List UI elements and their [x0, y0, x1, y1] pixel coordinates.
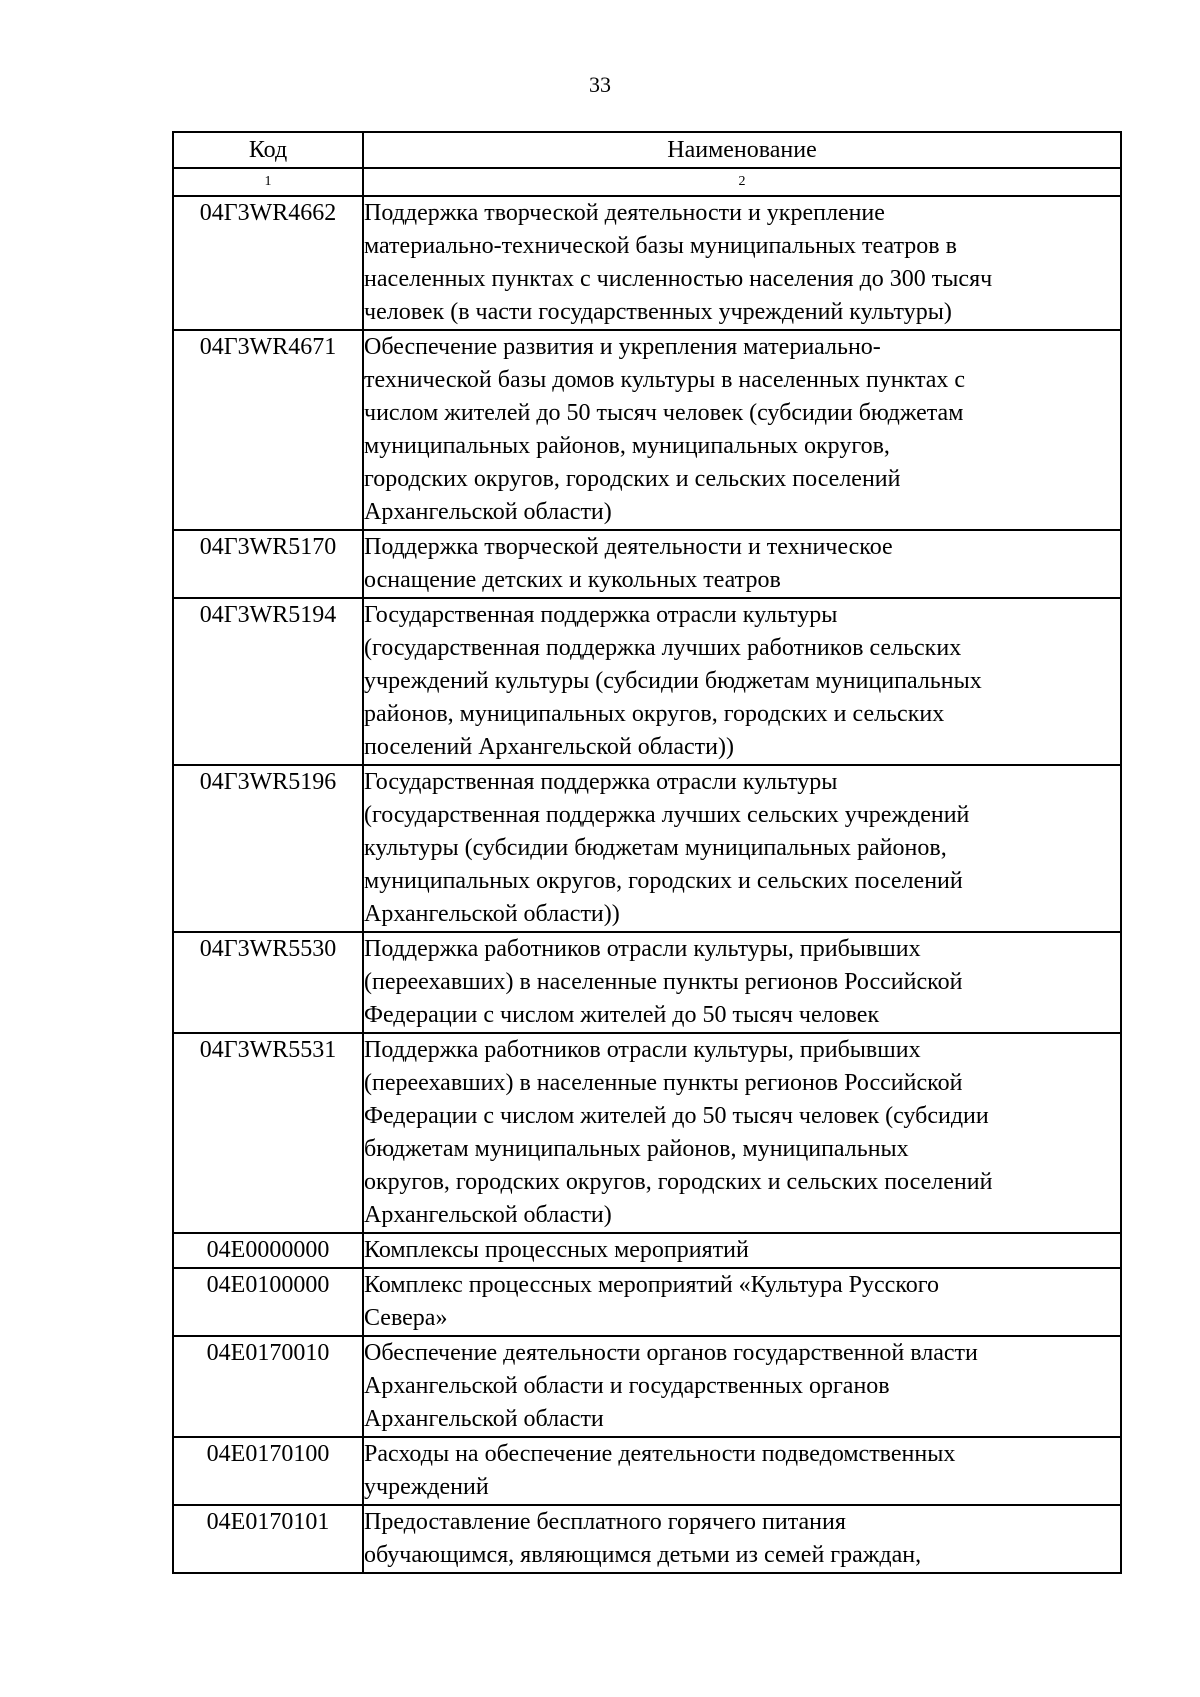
row-code: 04Е0000000	[173, 1233, 363, 1268]
row-name	[363, 765, 1121, 932]
row-name-line: Государственная поддержка отрасли культуры	[364, 769, 838, 795]
header-row	[173, 132, 1121, 168]
table-row	[173, 1505, 1121, 1573]
row-name-line: населенных пунктах с численностью населения до 300 тысяч	[364, 266, 993, 292]
row-name-line: бюджетам муниципальных районов, муниципальных	[364, 1136, 909, 1162]
header-name: Наименование	[363, 132, 1121, 168]
table-row	[173, 598, 1121, 765]
table-row	[173, 1033, 1121, 1233]
table-row	[173, 1233, 1121, 1268]
page-number: 33	[589, 72, 611, 97]
row-name	[363, 932, 1121, 1033]
row-name	[363, 1336, 1121, 1437]
row-code: 04Е0170010	[173, 1336, 363, 1437]
table-row	[173, 932, 1121, 1033]
table-row	[173, 1268, 1121, 1336]
row-name-line: Архангельской области)	[364, 499, 612, 525]
row-name-line: Комплексы процессных мероприятий	[364, 1237, 749, 1263]
row-code: 04Г3WR5196	[173, 765, 363, 932]
row-code: 04Г3WR5530	[173, 932, 363, 1033]
row-name-line: Поддержка творческой деятельности и укрепление	[364, 200, 885, 226]
table-row	[173, 196, 1121, 330]
row-name	[363, 1268, 1121, 1336]
row-name-line: технической базы домов культуры в населенных пунктах с	[364, 367, 966, 393]
row-name-line: (переехавших) в населенные пункты регионов Российской	[364, 1070, 963, 1096]
row-name-line: материально-технической базы муниципальных театров в	[364, 233, 957, 259]
row-name	[363, 1233, 1121, 1268]
row-name-line: Архангельской области и государственных органов	[364, 1373, 890, 1399]
row-name-line: Обеспечение деятельности органов государственной власти	[364, 1340, 978, 1366]
row-name-line: Архангельской области))	[364, 901, 620, 927]
row-name-line: Расходы на обеспечение деятельности подведомственных	[364, 1441, 956, 1467]
row-name	[363, 598, 1121, 765]
row-name	[363, 196, 1121, 330]
column-number-row	[173, 168, 1121, 196]
row-code: 04Г3WR5531	[173, 1033, 363, 1233]
row-name	[363, 530, 1121, 598]
row-name-line: муниципальных районов, муниципальных округов,	[364, 433, 890, 459]
row-name-line: числом жителей до 50 тысяч человек (субсидии бюджетам	[364, 400, 964, 426]
row-code: 04Г3WR5170	[173, 530, 363, 598]
row-name	[363, 330, 1121, 530]
row-code: 04Е0100000	[173, 1268, 363, 1336]
row-code: 04Г3WR5194	[173, 598, 363, 765]
row-name-line: муниципальных округов, городских и сельских поселений	[364, 868, 963, 894]
row-name-line: учреждений культуры (субсидии бюджетам муниципальных	[364, 668, 982, 694]
row-name-line: оснащение детских и кукольных театров	[364, 567, 781, 593]
code-table	[172, 131, 1122, 1574]
row-name	[363, 1033, 1121, 1233]
row-code: 04Г3WR4662	[173, 196, 363, 330]
row-code: 04Е0170101	[173, 1505, 363, 1573]
table-row	[173, 1437, 1121, 1505]
row-name-line: (государственная поддержка лучших работников сельских	[364, 635, 962, 661]
table-row	[173, 530, 1121, 598]
row-name-line: Севера»	[364, 1305, 448, 1331]
row-name-line: человек (в части государственных учреждений культуры)	[364, 299, 952, 325]
table-row	[173, 1336, 1121, 1437]
row-name-line: Поддержка творческой деятельности и техническое	[364, 534, 893, 560]
row-name-line: Архангельской области)	[364, 1202, 612, 1228]
row-name-line: Федерации с числом жителей до 50 тысяч человек (субсидии	[364, 1103, 989, 1129]
row-name-line: Поддержка работников отрасли культуры, прибывших	[364, 936, 921, 962]
table-row	[173, 330, 1121, 530]
row-name-line: Государственная поддержка отрасли культуры	[364, 602, 838, 628]
table-row	[173, 765, 1121, 932]
row-name-line: Федерации с числом жителей до 50 тысяч человек	[364, 1002, 880, 1028]
row-name-line: Обеспечение развития и укрепления материально-	[364, 334, 881, 360]
table-body	[173, 196, 1121, 1573]
row-name-line: обучающимся, являющимся детьми из семей граждан,	[364, 1542, 922, 1568]
header-code: Код	[173, 132, 363, 168]
row-name-line: (государственная поддержка лучших сельских учреждений	[364, 802, 970, 828]
row-name-line: культуры (субсидии бюджетам муниципальных районов,	[364, 835, 947, 861]
row-name-line: районов, муниципальных округов, городских и сельских	[364, 701, 945, 727]
row-name-line: Архангельской области	[364, 1406, 604, 1432]
row-name-line: Поддержка работников отрасли культуры, прибывших	[364, 1037, 921, 1063]
row-name	[363, 1437, 1121, 1505]
row-name-line: городских округов, городских и сельских поселений	[364, 466, 901, 492]
row-name-line: (переехавших) в населенные пункты регионов Российской	[364, 969, 963, 995]
row-code: 04Е0170100	[173, 1437, 363, 1505]
row-name-line: учреждений	[364, 1474, 489, 1500]
row-name-line: поселений Архангельской области))	[364, 734, 734, 760]
row-name	[363, 1505, 1121, 1573]
row-name-line: Предоставление бесплатного горячего питания	[364, 1509, 846, 1535]
row-name-line: Комплекс процессных мероприятий «Культура Русского	[364, 1272, 940, 1298]
row-name-line: округов, городских округов, городских и сельских поселений	[364, 1169, 993, 1195]
column-number-1: 1	[173, 168, 363, 196]
row-code: 04Г3WR4671	[173, 330, 363, 530]
column-number-2: 2	[363, 168, 1121, 196]
